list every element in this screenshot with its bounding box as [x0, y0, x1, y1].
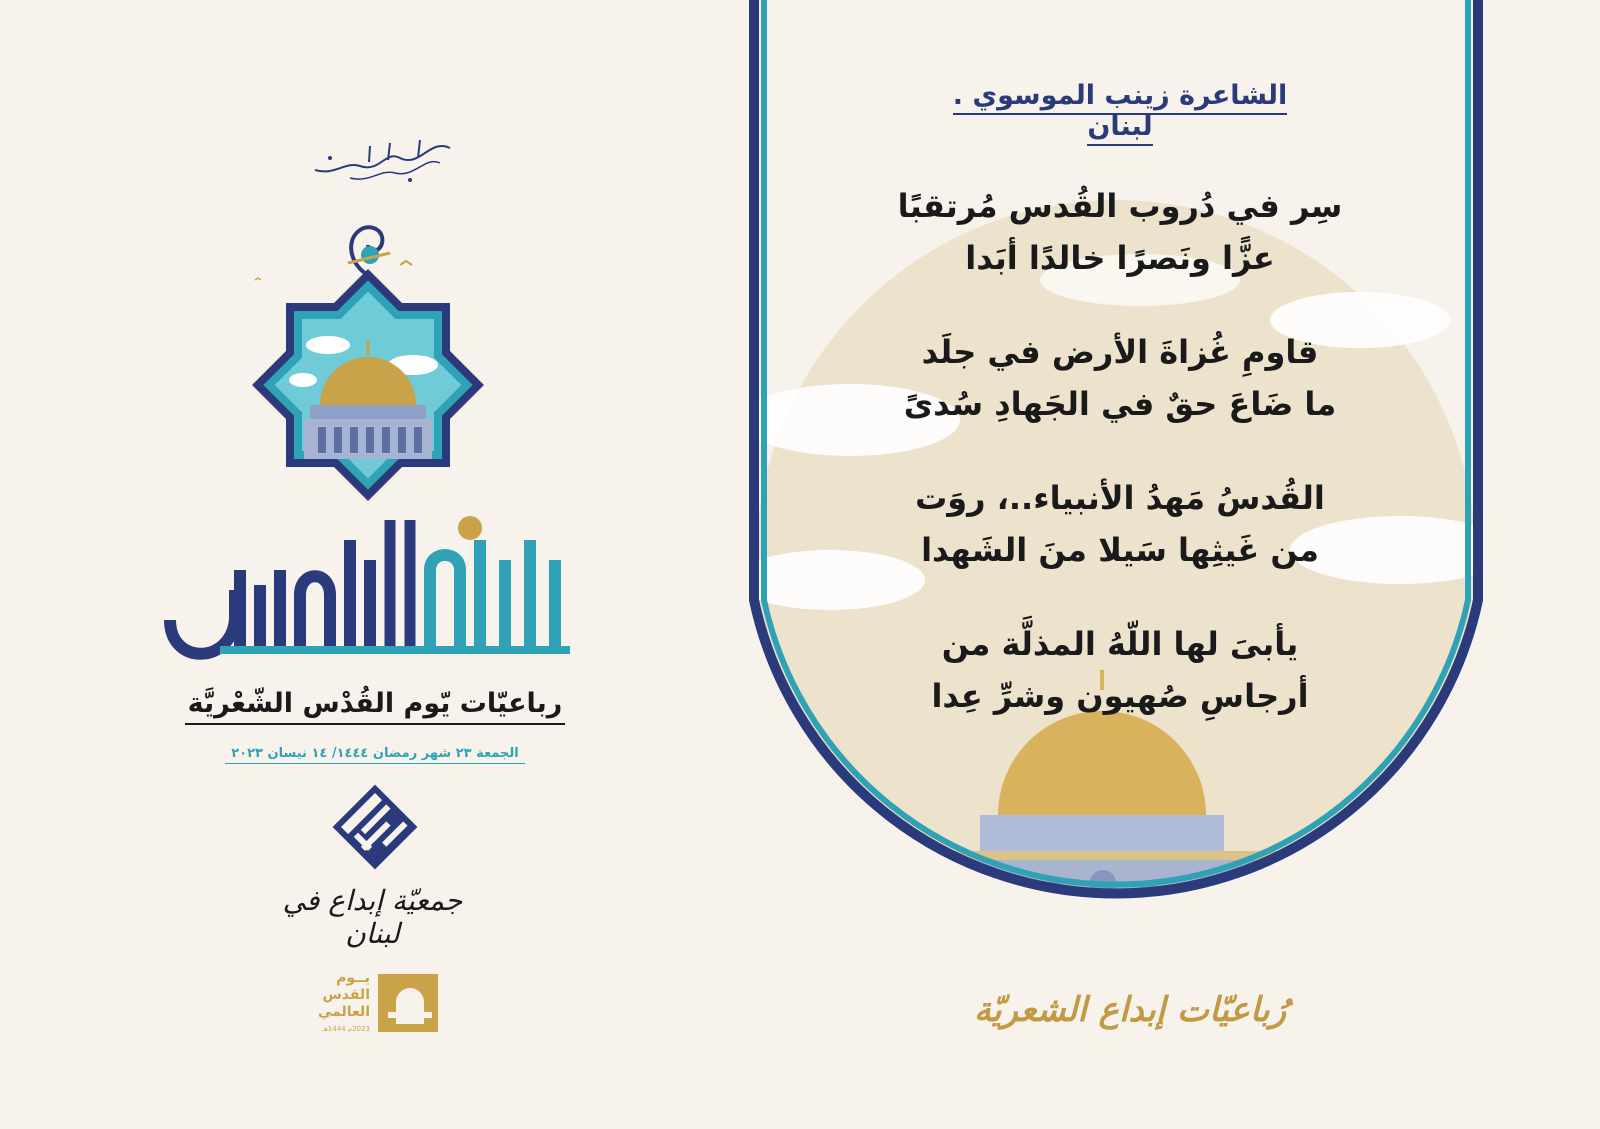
quds-day-years: 2023م 1444هـ — [322, 1025, 370, 1033]
stanza — [880, 180, 1360, 284]
calligraphic-title-image — [160, 500, 590, 690]
quds-day-line3: العالمي — [317, 1004, 370, 1020]
organization-name: جمعيّة إبداع في لبنان — [282, 884, 463, 950]
quds-day-label — [310, 970, 370, 1038]
poem-card — [740, 0, 1600, 1129]
festival-subtitle: رباعيّات يّوم القُدْس الشّعْريَّة — [185, 688, 565, 725]
verse-line: القُدسُ مَهدُ الأنبياء..، روَت — [915, 479, 1325, 517]
verse-line: قاومِ غُزاةَ الأرض في جلَد — [921, 333, 1319, 371]
event-date: الجمعة ٢٣ شهر رمضان ١٤٤٤/ ١٤ نيسان ٢٠٢٣ — [225, 746, 525, 764]
kufic-logo-image — [330, 782, 420, 872]
left-panel — [0, 0, 740, 1129]
verse-line: ما ضَاعَ حقٌ في الجَهادِ سُدىً — [903, 385, 1337, 423]
quds-day-line2: القدس — [322, 987, 370, 1003]
verse-line: من غَيثِها سَيلا منَ الشَهدا — [921, 531, 1319, 569]
poem-verses — [880, 180, 1360, 764]
stanza — [880, 618, 1360, 722]
stanza — [880, 326, 1360, 430]
verse-line: يأبىَ لها اللّهُ المذلَّة من — [941, 625, 1299, 663]
poet-name — [920, 80, 1320, 142]
stanza — [880, 472, 1360, 576]
footer-title: رُباعيّات إبداع الشعريّة — [973, 990, 1287, 1030]
quds-day-line1: يــوم — [336, 970, 370, 986]
dome-emblem-image — [250, 205, 500, 505]
verse-line: سِر في دُروب القُدس مُرتقبًا — [897, 187, 1343, 225]
verse-line: عزًّا ونَصرًا خالدًا أبَدا — [965, 239, 1275, 277]
calligraphy-header-image — [300, 128, 460, 188]
poet-name-text: الشاعرة زينب الموسوي . لبنان — [953, 80, 1288, 146]
verse-line: أرجاسِ صُهيون وشرِّ عِدا — [931, 677, 1309, 715]
